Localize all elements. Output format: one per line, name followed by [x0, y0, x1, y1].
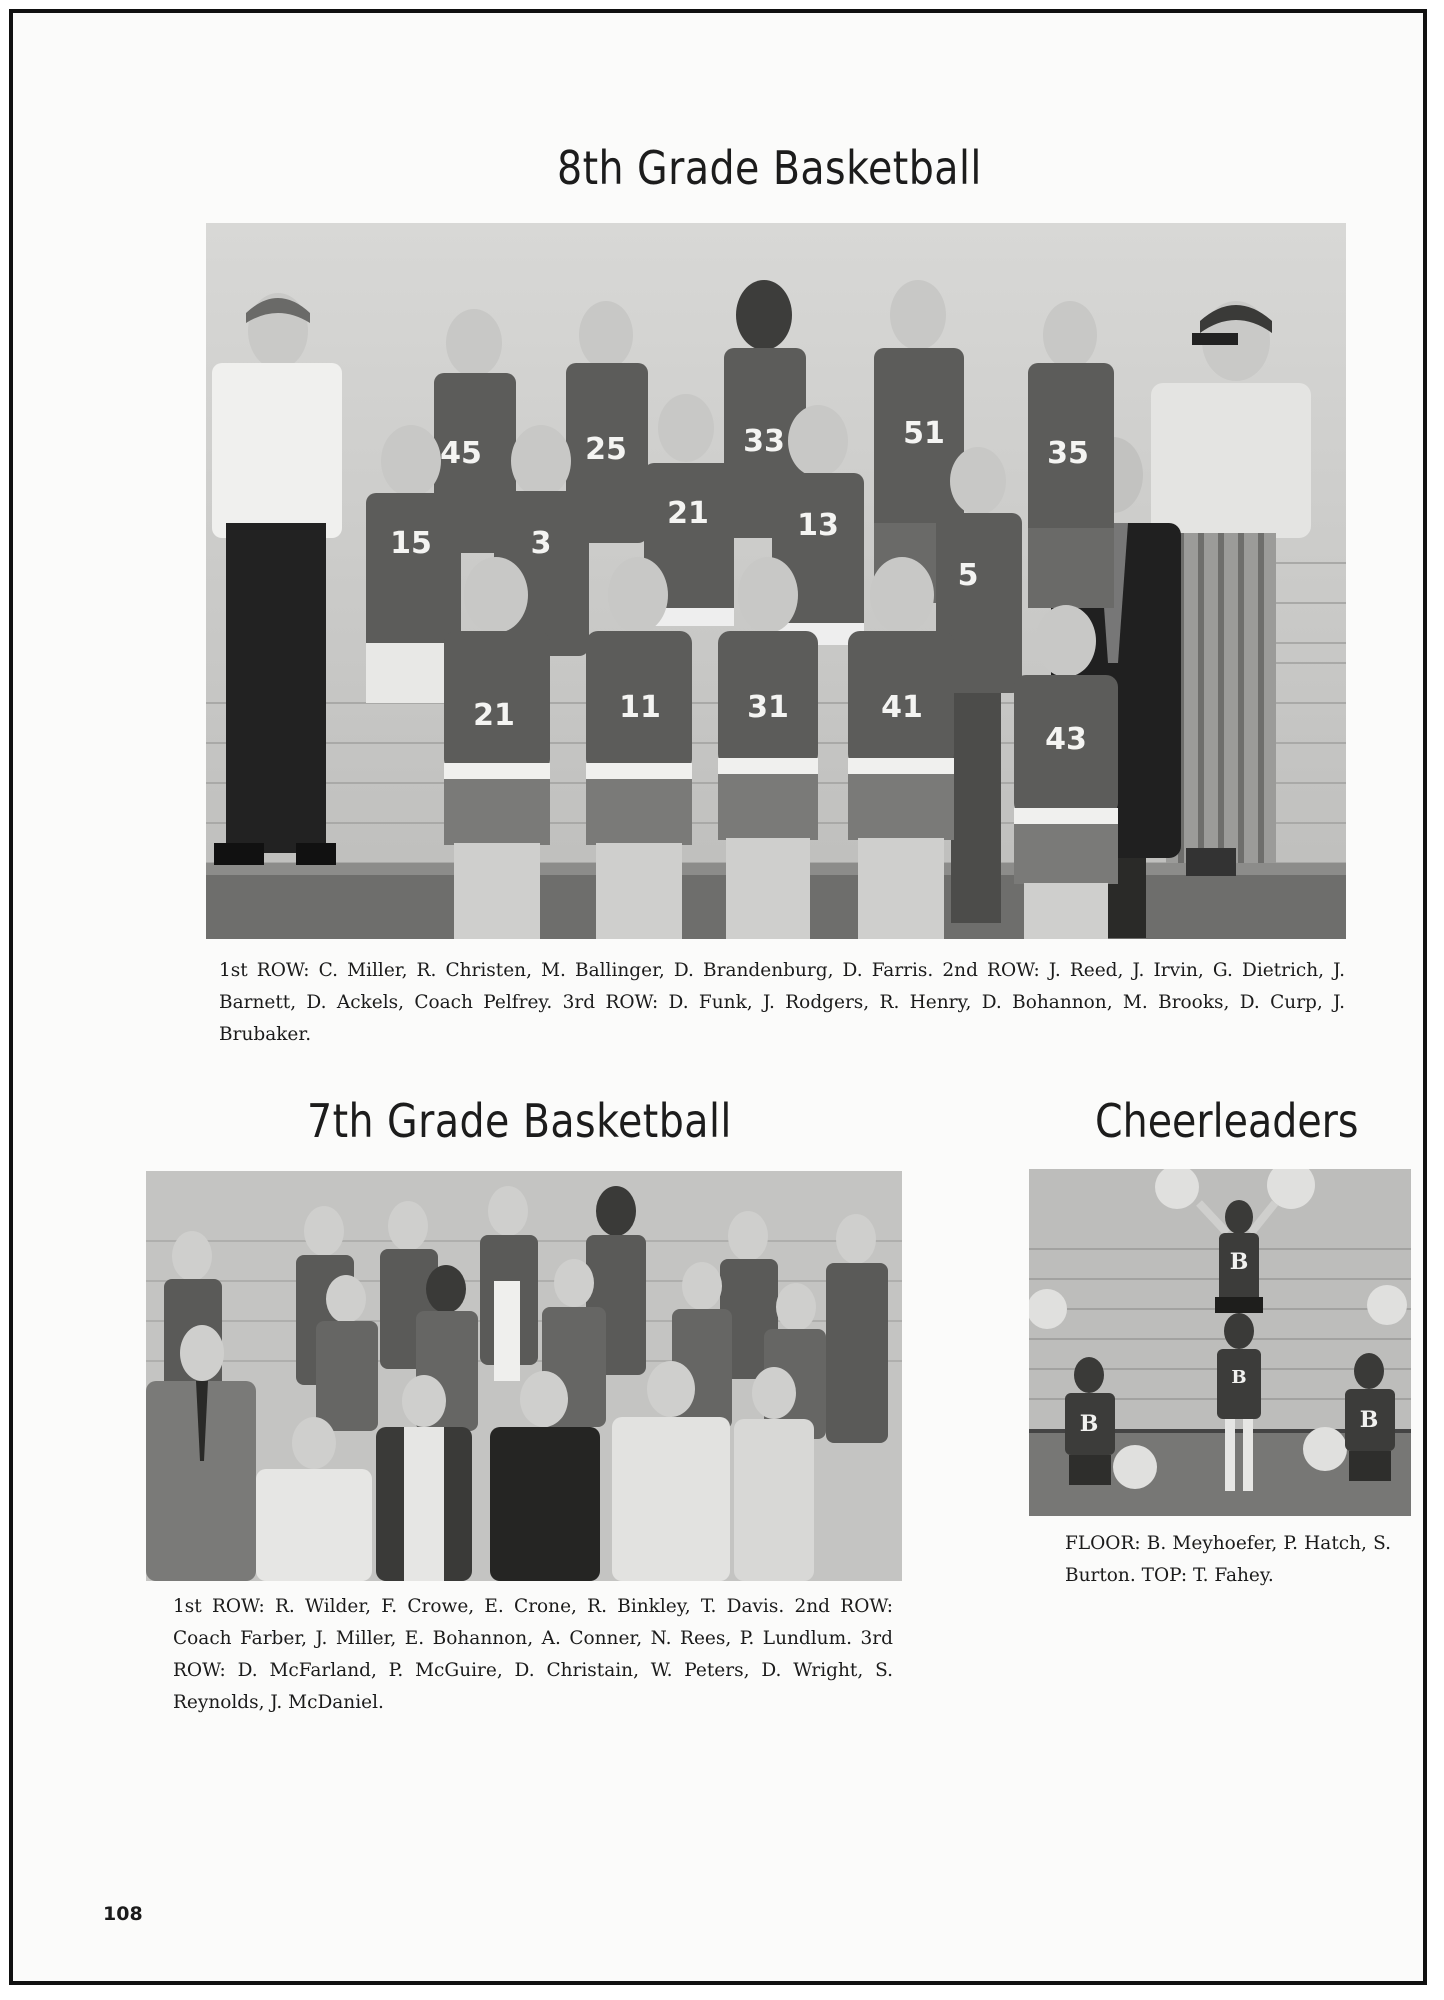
sweater-letter: B — [1231, 1367, 1247, 1388]
seventh-grade-photo-illustration — [146, 1171, 902, 1581]
jersey-number: 45 — [440, 436, 482, 471]
jersey-number: 25 — [585, 432, 627, 467]
sweater-letter: B — [1079, 1411, 1099, 1437]
page-number: 108 — [103, 1903, 143, 1925]
cheerleaders-photo — [1029, 1169, 1411, 1516]
eighth-grade-title: 8th Grade Basketball — [557, 141, 982, 195]
cheerleaders-caption: FLOOR: B. Meyhoefer, P. Hatch, S. Burton. TOP: T. Fahey. — [1065, 1533, 1391, 1586]
jersey-number: 43 — [1045, 722, 1087, 757]
seventh-grade-title: 7th Grade Basketball — [307, 1094, 732, 1148]
yearbook-page — [9, 9, 1427, 1985]
sweater-letter: B — [1359, 1407, 1379, 1433]
jersey-number: 51 — [903, 416, 945, 451]
cheerleaders-photo-illustration — [1029, 1169, 1411, 1516]
seventh-grade-team-photo — [146, 1171, 902, 1581]
jersey-number: 15 — [390, 526, 432, 561]
jersey-number: 21 — [667, 496, 709, 531]
cheerleaders-title: Cheerleaders — [1095, 1094, 1359, 1148]
jersey-number: 31 — [747, 690, 789, 725]
jersey-number: 3 — [530, 526, 552, 561]
eighth-grade-team-photo — [206, 223, 1346, 939]
jersey-number: 35 — [1047, 436, 1089, 471]
jersey-number: 11 — [619, 690, 661, 725]
jersey-number: 13 — [797, 508, 839, 543]
eighth-grade-caption: 1st ROW: C. Miller, R. Christen, M. Ballinger, D. Brandenburg, D. Farris. 2nd ROW: J. Reed, J. Irvin, G. Dietrich, J. Barnett, D. Ackels, Coach Pelfrey. 3rd ROW: D. Funk, J. Rodgers, R. Henry, D. Bohannon, M. Brooks, D. Curp, J. Brubaker. — [219, 960, 1345, 1045]
jersey-number: 41 — [881, 690, 923, 725]
jersey-number: 33 — [743, 424, 785, 459]
eighth-grade-photo-illustration — [206, 223, 1346, 939]
sweater-letter: B — [1229, 1249, 1249, 1275]
jersey-number: 5 — [957, 558, 979, 593]
person-left-standing — [212, 293, 342, 865]
seventh-grade-caption: 1st ROW: R. Wilder, F. Crowe, E. Crone, R. Binkley, T. Davis. 2nd ROW: Coach Farber, J. Miller, E. Bohannon, A. Conner, N. Rees, P. Lundlum. 3rd ROW: D. McFarland, P. McGuire, D. Christain, W. Peters, D. Wright, S. Reynolds, J. McDaniel. — [173, 1596, 893, 1713]
jersey-number: 21 — [473, 698, 515, 733]
